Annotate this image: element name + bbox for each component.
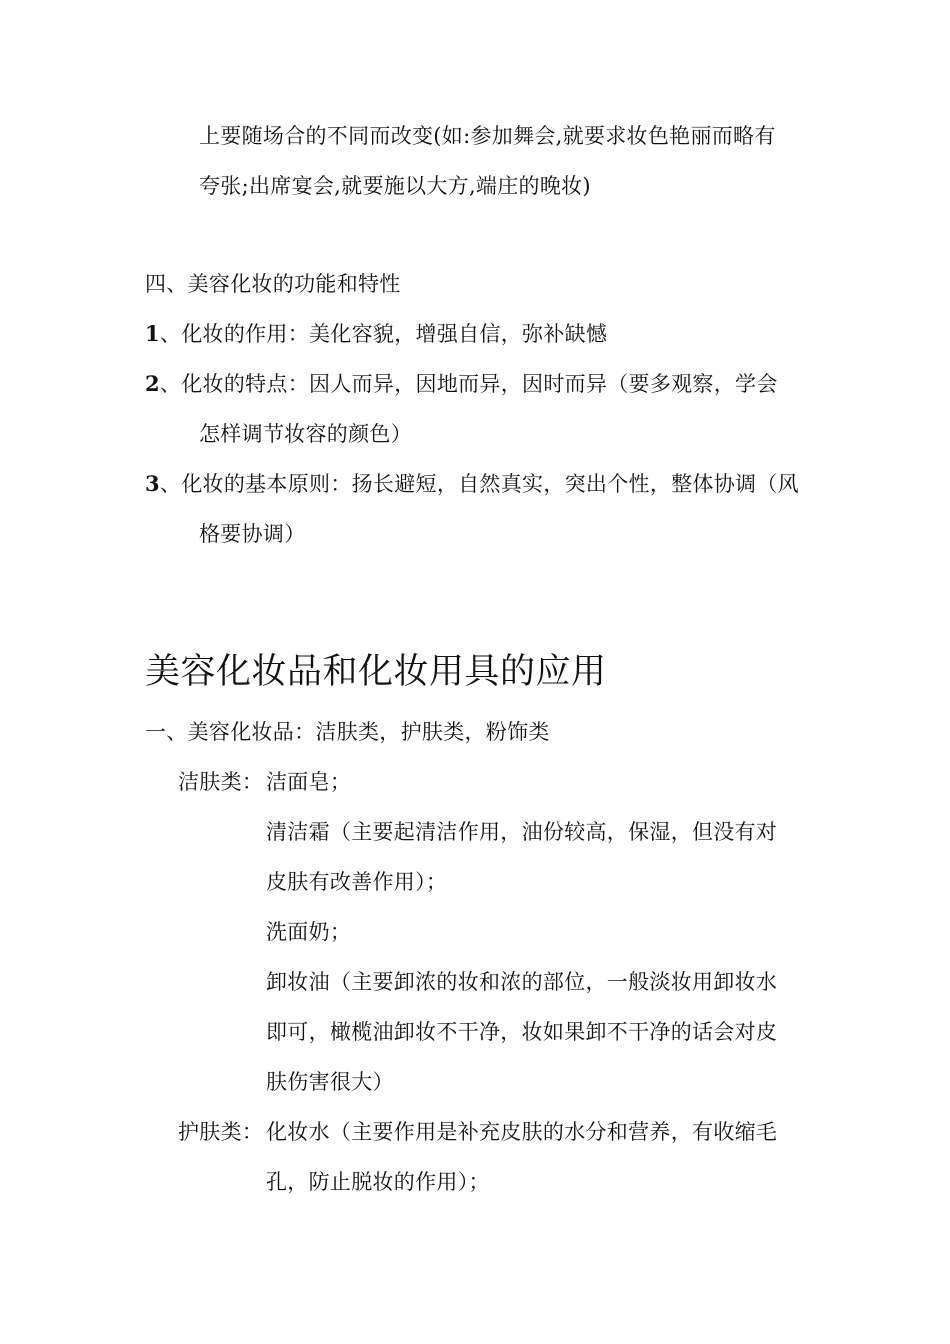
part-1-title: 一、美容化妆品：洁肤类，护肤类，粉饰类 [145, 720, 550, 744]
section-4-item-3 [145, 470, 799, 498]
section-4-item-2 [145, 370, 778, 398]
cleansing-item-3: 洗面奶； [266, 920, 352, 944]
cleansing-item-2-line-2: 皮肤有改善作用）； [266, 870, 448, 894]
item-3-number: 3 [145, 471, 160, 496]
section-4-item-2-continuation: 怎样调节妆容的颜色） [199, 422, 412, 446]
skincare-label: 护肤类： [178, 1120, 264, 1144]
section-heading: 美容化妆品和化妆用具的应用 [145, 652, 607, 692]
item-3-text: 、化妆的基本原则：扬长避短，自然真实，突出个性，整体协调（风 [159, 472, 799, 496]
cleansing-item-4-line-1: 卸妆油（主要卸浓的妆和浓的部位，一般淡妆用卸妆水 [266, 970, 778, 994]
skincare-item-1-line-2: 孔，防止脱妆的作用）； [266, 1170, 490, 1194]
item-1-text: 、化妆的作用：美化容貌，增强自信，弥补缺憾 [159, 322, 608, 346]
cleansing-item-1: 洁面皂； [266, 770, 352, 794]
cleansing-item-2-line-1: 清洁霜（主要起清洁作用，油份较高，保湿，但没有对 [266, 820, 778, 844]
item-2-text: 、化妆的特点：因人而异，因地而异，因时而异（要多观察，学会 [159, 372, 778, 396]
continuation-line-1: 上要随场合的不同而改变(如:参加舞会,就要求妆色艳丽而略有 [199, 124, 776, 148]
cleansing-item-4-line-3: 肤伤害很大） [266, 1070, 394, 1094]
cleansing-item-4-line-2: 即可，橄榄油卸妆不干净，妆如果卸不干净的话会对皮 [266, 1020, 778, 1044]
section-4-item-3-continuation: 格要协调） [199, 522, 306, 546]
item-2-number: 2 [145, 371, 160, 396]
section-4-title: 四、美容化妆的功能和特性 [145, 272, 401, 296]
section-4-item-1 [145, 320, 607, 348]
skincare-item-1-line-1: 化妆水（主要作用是补充皮肤的水分和营养，有收缩毛 [266, 1120, 778, 1144]
cleansing-label: 洁肤类： [178, 770, 264, 794]
item-1-number: 1 [145, 321, 160, 346]
continuation-line-2: 夸张;出席宴会,就要施以大方,端庄的晚妆) [199, 174, 591, 198]
